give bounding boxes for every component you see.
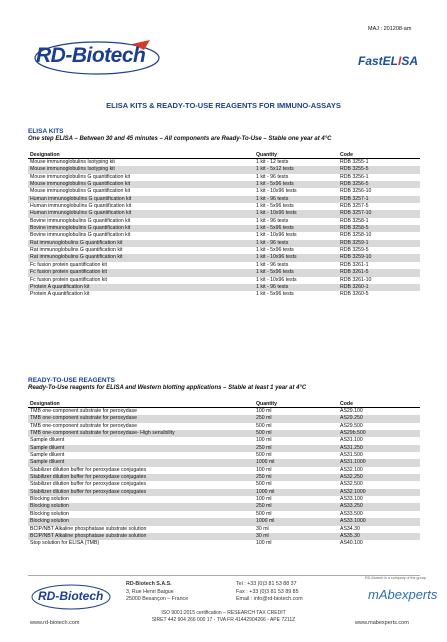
designation-cell: Bovine immunoglobulins G quantification kit bbox=[30, 217, 131, 224]
table-row bbox=[28, 474, 420, 481]
table-row bbox=[28, 489, 420, 496]
designation-cell: TMB one-component substrate for peroxydase bbox=[30, 422, 137, 429]
code-cell: AS33.500 bbox=[340, 510, 363, 517]
column-header: Quantity bbox=[254, 400, 338, 408]
table-row bbox=[28, 452, 420, 459]
table-row bbox=[28, 437, 420, 444]
quantity-cell: 100 ml bbox=[256, 540, 272, 547]
code-cell: RDB 3255-1 bbox=[340, 159, 369, 165]
designation-cell: Rat immunoglobulins G quantification kit bbox=[28, 254, 254, 261]
quantity-cell: 250 ml bbox=[254, 503, 338, 510]
quantity-cell: 1 kit - 96 tests bbox=[254, 196, 338, 203]
table-row bbox=[28, 262, 420, 269]
quantity-cell: 250 ml bbox=[254, 445, 338, 452]
quantity-cell: 1 kit - 96 tests bbox=[254, 240, 338, 247]
table-row bbox=[28, 159, 420, 167]
table-row bbox=[28, 174, 420, 181]
code-cell: AS29.500 bbox=[340, 422, 363, 429]
code-cell: RDB 3257-5 bbox=[340, 203, 369, 210]
quantity-cell: 500 ml bbox=[256, 510, 272, 517]
table-row bbox=[28, 232, 420, 239]
table-row bbox=[28, 459, 420, 466]
code-cell: RDB 3259-10 bbox=[338, 254, 420, 261]
quantity-cell: 1000 ml bbox=[254, 518, 338, 525]
code-cell: AS40.100 bbox=[340, 540, 363, 547]
table-row bbox=[28, 430, 420, 437]
quantity-cell: 1 kit - 5x96 tests bbox=[254, 269, 338, 276]
code-cell: RDB 3259-1 bbox=[338, 240, 420, 247]
quantity-cell: 1 kit - 5x12 tests bbox=[254, 166, 338, 173]
code-cell: AS35.30 bbox=[338, 533, 420, 540]
quantity-cell: 100 ml bbox=[256, 496, 272, 503]
code-cell: RDB 3257-1 bbox=[338, 196, 420, 203]
designation-cell: Mouse immunoglobulins G quantification kit bbox=[30, 173, 131, 180]
reagents-section-title: READY-TO-USE REAGENTS bbox=[28, 377, 115, 384]
table-row bbox=[28, 503, 420, 510]
company-contact: Tel : +33 (0)3 81 53 88 37 Fax : +33 (0)3 81 53 89 85 Email : info@rd-biotech.com bbox=[236, 581, 303, 602]
table-header-row bbox=[28, 151, 420, 159]
code-cell: RDB 3261-1 bbox=[340, 261, 369, 268]
code-cell: RDB 3255-5 bbox=[338, 166, 420, 173]
code-cell: RDB 3259-5 bbox=[340, 247, 369, 254]
footer-divider bbox=[28, 575, 420, 576]
code-cell: AS34.30 bbox=[340, 525, 360, 532]
table-row bbox=[28, 467, 420, 474]
quantity-cell: 100 ml bbox=[256, 408, 272, 414]
quantity-cell: 1 kit - 5x96 tests bbox=[254, 225, 338, 232]
quantity-cell: 1 kit - 10x96 tests bbox=[254, 210, 338, 217]
code-cell: AS33.100 bbox=[340, 496, 363, 503]
code-cell: RDB 3258-1 bbox=[340, 217, 369, 224]
quantity-cell: 1 kit - 5x96 tests bbox=[256, 247, 294, 254]
quantity-cell: 1 kit - 5x96 tests bbox=[256, 291, 294, 298]
column-header: Quantity bbox=[254, 151, 338, 159]
quantity-cell: 500 ml bbox=[256, 481, 272, 488]
code-cell: AS33.1000 bbox=[338, 518, 420, 525]
designation-cell: Mouse immunoglobulins Isotyping kit bbox=[28, 166, 254, 173]
designation-cell: TMB one-component substrate for peroxydase- High sensibility bbox=[28, 430, 254, 437]
designation-cell: Mouse immunoglobulins G quantification kit bbox=[30, 188, 131, 195]
quantity-cell: 250 ml bbox=[254, 415, 338, 422]
fastelisa-logo: FastELISA bbox=[358, 54, 419, 68]
quantity-cell: 1000 ml bbox=[254, 459, 338, 466]
designation-cell: Stabilizer dilution buffer for peroxydase conjugates bbox=[28, 489, 254, 496]
table-row bbox=[28, 291, 420, 298]
column-header: Code bbox=[338, 400, 420, 408]
table-row bbox=[28, 196, 420, 203]
table-row bbox=[28, 247, 420, 254]
designation-cell: BCIP/NBT Alkaline phosphatase substrate solution bbox=[30, 525, 147, 532]
quantity-cell: 1000 ml bbox=[254, 489, 338, 496]
rd-biotech-logo-text: RD-Biotech bbox=[36, 44, 146, 67]
certification-line: ISO 9001:2015 certification – RESEARCH TAX CREDIT SIRET 442 904 266 000 17 - TVA FR 41442904266 - APE 7211Z bbox=[151, 610, 296, 623]
code-cell: RDB 3261-10 bbox=[340, 276, 372, 283]
designation-cell: BCIP/NBT Alkaline phosphatase substrate solution bbox=[28, 533, 254, 540]
quantity-cell: 250 ml bbox=[254, 474, 338, 481]
designation-cell: Fc fusion protein quantification kit bbox=[30, 261, 107, 268]
designation-cell: Stop solution for ELISA (TMB) bbox=[30, 540, 100, 547]
table-row bbox=[28, 511, 420, 518]
designation-cell: Sample diluent bbox=[30, 437, 65, 444]
reagents-table bbox=[28, 400, 420, 548]
designation-cell: Bovine immunoglobulins G quantification kit bbox=[30, 232, 131, 239]
table-row bbox=[28, 423, 420, 430]
mabexperts-logo: mAbexperts bbox=[368, 587, 438, 602]
table-row bbox=[28, 518, 420, 525]
quantity-cell: 1 kit - 10x96 tests bbox=[256, 232, 297, 239]
designation-cell: Sample diluent bbox=[28, 459, 254, 466]
quantity-cell: 1 kit - 5x96 tests bbox=[254, 181, 338, 188]
code-cell: AS32.500 bbox=[340, 481, 363, 488]
group-note: RD-Biotech is a company of the group bbox=[365, 576, 426, 580]
table-row bbox=[28, 210, 420, 217]
table-row bbox=[28, 254, 420, 261]
designation-cell: Bovine immunoglobulins G quantification kit bbox=[28, 225, 254, 232]
code-cell: RDB 3258-5 bbox=[338, 225, 420, 232]
designation-cell: Fc fusion protein quantification kit bbox=[28, 269, 254, 276]
quantity-cell: 500 ml bbox=[254, 430, 338, 437]
designation-cell: Rat immunoglobulins G quantification kit bbox=[28, 240, 254, 247]
designation-cell: Stabilizer dilution buffer for peroxydase conjugates bbox=[30, 481, 147, 488]
table-row bbox=[28, 269, 420, 276]
code-cell: AS29.100 bbox=[340, 408, 363, 414]
designation-cell: Fc fusion protein quantification kit bbox=[30, 276, 107, 283]
code-cell: RDB 3260-1 bbox=[338, 284, 420, 291]
quantity-cell: 100 ml bbox=[256, 437, 272, 444]
code-cell: RDB 3257-10 bbox=[338, 210, 420, 217]
quantity-cell: 1 kit - 12 tests bbox=[256, 159, 289, 165]
code-cell: RDB 3258-10 bbox=[340, 232, 372, 239]
quantity-cell: 1 kit - 10x96 tests bbox=[256, 276, 297, 283]
code-cell: AS32.1000 bbox=[338, 489, 420, 496]
footer-logo-text: RD-Biotech bbox=[38, 589, 104, 603]
quantity-cell: 1 kit - 5x96 tests bbox=[256, 203, 294, 210]
table-row bbox=[28, 540, 420, 547]
designation-cell: Human immunoglobulins G quantification kit bbox=[28, 210, 254, 217]
quantity-cell: 1 kit - 96 tests bbox=[254, 284, 338, 291]
designation-cell: Sample diluent bbox=[30, 452, 65, 459]
code-cell: RDB 3256-1 bbox=[340, 173, 369, 180]
column-header: Designation bbox=[28, 151, 254, 159]
column-header: Designation bbox=[28, 400, 254, 408]
table-row bbox=[28, 533, 420, 540]
designation-cell: TMB one-component substrate for peroxydase bbox=[28, 415, 254, 422]
table-row bbox=[28, 445, 420, 452]
table-row bbox=[28, 225, 420, 232]
code-cell: AS29.250 bbox=[338, 415, 420, 422]
update-stamp: MAJ : 201208-am bbox=[368, 26, 412, 32]
table-row bbox=[28, 181, 420, 188]
code-cell: RDB 3260-5 bbox=[340, 291, 369, 298]
table-row bbox=[28, 526, 420, 533]
table-row bbox=[28, 203, 420, 210]
code-cell: AS31.100 bbox=[340, 437, 363, 444]
elisa-kits-table bbox=[28, 151, 420, 299]
designation-cell: Protein A quantification kit bbox=[30, 291, 90, 298]
designation-cell: Blocking solution bbox=[28, 518, 254, 525]
code-cell: RDB 3256-10 bbox=[340, 188, 372, 195]
quantity-cell: 1 kit - 96 tests bbox=[256, 173, 289, 180]
quantity-cell: 30 ml bbox=[256, 525, 269, 532]
table-row bbox=[28, 277, 420, 284]
elisa-section-subtitle: One step ELISA – Between 30 and 45 minutes – All components are Ready-To-Use – Stable one year at 4°C bbox=[28, 136, 332, 142]
table-row bbox=[28, 166, 420, 173]
designation-cell: Mouse immunoglobulins Isotyping kit bbox=[30, 159, 115, 165]
designation-cell: Mouse immunoglobulins G quantification kit bbox=[28, 181, 254, 188]
elisa-section-title: ELISA KITS bbox=[28, 128, 64, 135]
designation-cell: Blocking solution bbox=[30, 496, 69, 503]
designation-cell: Stabilizer dilution buffer for peroxydase conjugates bbox=[28, 474, 254, 481]
designation-cell: Protein A quantification kit bbox=[28, 284, 254, 291]
code-cell: RDB 3256-5 bbox=[338, 181, 420, 188]
code-cell: AS33.250 bbox=[338, 503, 420, 510]
code-cell: AS31.500 bbox=[340, 452, 363, 459]
reagents-section-subtitle: Ready-To-Use reagents for ELISA and Western blotting applications – Stable at least 1 year at 4°C bbox=[28, 385, 307, 391]
table-header-row bbox=[28, 400, 420, 408]
page-title: ELISA KITS & READY-TO-USE REAGENTS FOR IMMUNO-ASSAYS bbox=[106, 101, 341, 110]
table-row bbox=[28, 415, 420, 422]
designation-cell: TMB one-component substrate for peroxydase bbox=[30, 408, 137, 414]
quantity-cell: 1 kit - 96 tests bbox=[256, 217, 289, 224]
code-cell: AS31.1000 bbox=[338, 459, 420, 466]
designation-cell: Human immunoglobulins G quantification kit bbox=[30, 203, 132, 210]
quantity-cell: 500 ml bbox=[256, 422, 272, 429]
table-row bbox=[28, 496, 420, 503]
table-row bbox=[28, 284, 420, 291]
designation-cell: Human immunoglobulins G quantification kit bbox=[28, 196, 254, 203]
quantity-cell: 1 kit - 10x96 tests bbox=[256, 188, 297, 195]
code-cell: AS29b.500 bbox=[338, 430, 420, 437]
code-cell: AS31.250 bbox=[338, 445, 420, 452]
code-cell: AS32.100 bbox=[340, 466, 363, 473]
quantity-cell: 100 ml bbox=[256, 466, 272, 473]
quantity-cell: 30 ml bbox=[254, 533, 338, 540]
quantity-cell: 1 kit - 10x96 tests bbox=[254, 254, 338, 261]
designation-cell: Rat immunoglobulins G quantification kit bbox=[30, 247, 123, 254]
code-cell: RDB 3261-5 bbox=[338, 269, 420, 276]
designation-cell: Stabilizer dilution buffer for peroxydase conjugates bbox=[30, 466, 147, 473]
table-row bbox=[28, 188, 420, 195]
table-row bbox=[28, 240, 420, 247]
table-row bbox=[28, 408, 420, 416]
quantity-cell: 500 ml bbox=[256, 452, 272, 459]
table-row bbox=[28, 481, 420, 488]
quantity-cell: 1 kit - 96 tests bbox=[256, 261, 289, 268]
code-cell: AS32.250 bbox=[338, 474, 420, 481]
table-row bbox=[28, 218, 420, 225]
column-header: Code bbox=[338, 151, 420, 159]
designation-cell: Sample diluent bbox=[28, 445, 254, 452]
group-website-link[interactable]: www.mabexperts.com bbox=[355, 620, 409, 626]
designation-cell: Blocking solution bbox=[30, 510, 69, 517]
designation-cell: Blocking solution bbox=[28, 503, 254, 510]
website-link[interactable]: www.rd-biotech.com bbox=[30, 620, 80, 626]
company-address: RD-Biotech S.A.S. 3, Rue Henri Baigue 25000 Besançon – France bbox=[126, 581, 189, 602]
